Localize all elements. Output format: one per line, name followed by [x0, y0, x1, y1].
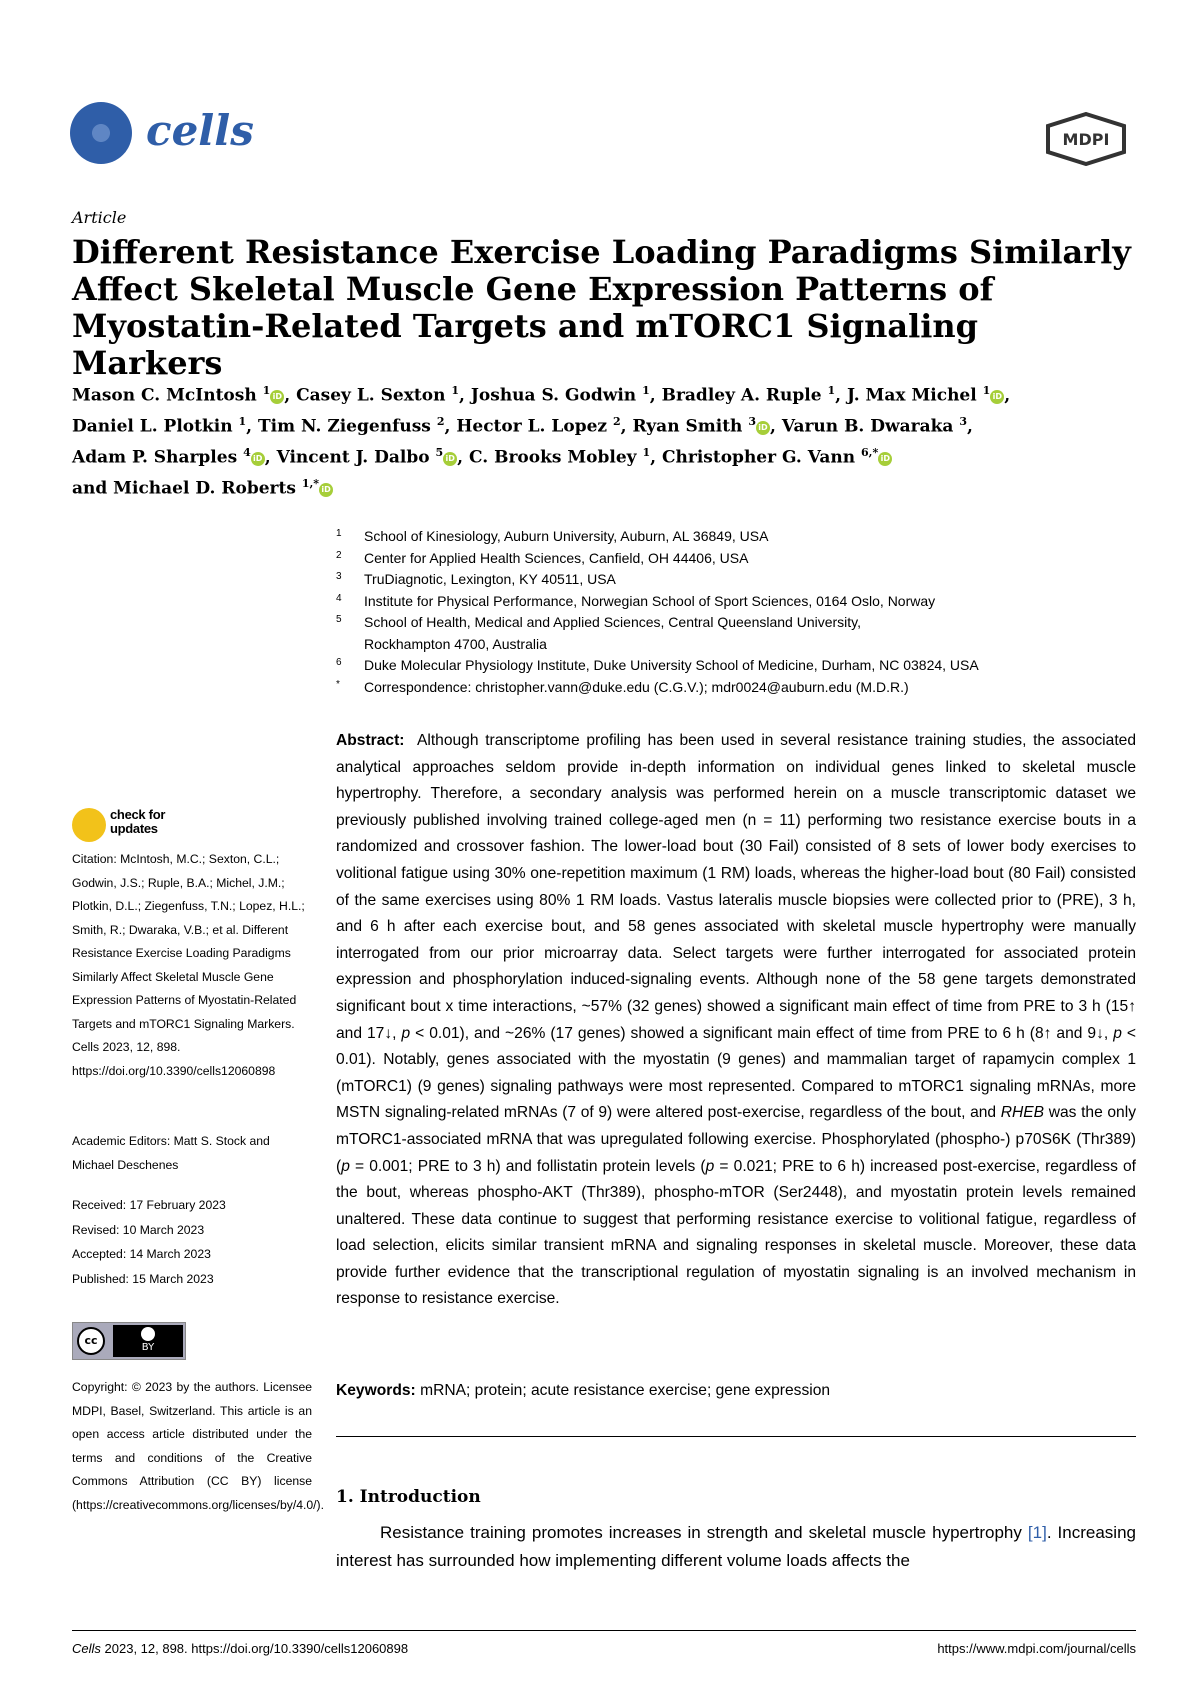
author: C. Brooks Mobley [469, 447, 637, 468]
keywords-label: Keywords: [336, 1382, 416, 1399]
divider [336, 1436, 1136, 1437]
check-for-updates-label: check for updates [110, 807, 166, 836]
journal-logo [70, 102, 132, 164]
author: Adam P. Sharples [72, 447, 238, 468]
affiliation-item: 6 Duke Molecular Physiology Institute, Duke University School of Medicine, Durham, NC 03824, USA [336, 657, 979, 673]
cc-by-license-badge[interactable] [72, 1322, 186, 1360]
abstract: Abstract: Although transcriptome profiling has been used in several resistance training studies, the associated analytical approaches seldom provide in-depth information on individual genes linked to skeletal muscle hypertrophy. Therefore, a secondary analysis was performed herein on a muscle transcriptomic dataset we previously published involving trained college-aged men (n = 11) performing two resistance exercise bouts in a randomized and crossover fashion. The lower-load bout (30 Fail) consisted of 8 sets of lower body exercises to volitional fatigue using 30% one-repetition maximum (1 RM) loads, whereas the higher-load bout (80 Fail) consisted of the same exercises using 80% 1 RM loads. Vastus lateralis muscle biopsies were collected prior to (PRE), 3 h, and 6 h after each exercise bout, and 58 genes associated with skeletal muscle hypertrophy were manually interrogated from our prior microarray data. Select targets were further interrogated for associated protein expression and phosphorylation induced-signaling events. Although none of the 58 gene targets demonstrated significant bout x time interactions, ~57% (32 genes) showed a significant main effect of time from PRE to 3 h (15↑ and 17↓, p < 0.01), and ~26% (17 genes) showed a significant main effect of time from PRE to 6 h (8↑ and 9↓, p < 0.01). Notably, genes associated with the myostatin (9 genes) and mammalian target of rapamycin complex 1 (mTORC1) (9 genes) signaling pathways were most represented. Compared to mTORC1 signaling mRNAs, more MSTN signaling-related mRNAs (7 of 9) were altered post-exercise, regardless of the bout, and RHEB was the only mTORC1-associated mRNA that was upregulated following exercise. Phosphorylated (phospho-) p70S6K (Thr389) (p = 0.001; PRE to 3 h) and follistatin protein levels (p = 0.021; PRE to 6 h) increased post-exercise, regardless of the bout, whereas phospho-AKT (Thr389), phospho-mTOR (Ser2448), and myostatin protein levels remained unaltered. These data continue to suggest that performing resistance exercise to volitional fatigue, regardless of load selection, elicits similar transient mRNA and signaling responses in skeletal muscle. Moreover, these data provide further evidence that the transcriptional regulation of myostatin signaling is an involved mechanism in response to resistance exercise. [336, 732, 1137, 1308]
copyright-notice: Copyright: © 2023 by the authors. Licensee MDPI, Basel, Switzerland. This article is an open access article distributed under the terms and conditions of the Creative Commons Attribution (CC BY) license (https://creativecommons.org/licenses/by/4.0/). [72, 1380, 324, 1512]
by-icon: BY [113, 1325, 183, 1357]
author: Joshua S. Godwin [470, 385, 637, 406]
accepted-date: Accepted: 14 March 2023 [72, 1247, 211, 1262]
reference-link[interactable]: [1] [1027, 1523, 1047, 1542]
affiliation-item: 5 School of Health, Medical and Applied Sciences, Central Queensland University, Rockhampton 4700, Australia [336, 614, 862, 652]
keywords: Keywords: mRNA; protein; acute resistance exercise; gene expression [336, 1382, 831, 1399]
author: Casey L. Sexton [296, 385, 446, 406]
author: J. Max Michel [847, 385, 977, 406]
section-heading: 1. Introduction [336, 1487, 481, 1507]
orcid-icon[interactable]: iD [270, 390, 284, 404]
dates [72, 1193, 312, 1291]
journal-name: cells [146, 106, 254, 155]
introduction-text: Resistance training promotes increases in strength and skeletal muscle hypertrophy [1]. Increasing interest has surrounded how implementing different volume loads affects the [336, 1523, 1136, 1570]
academic-editors: Academic Editors: Matt S. Stock and Michael Deschenes [72, 1134, 270, 1172]
orcid-icon[interactable]: iD [443, 452, 457, 466]
orcid-icon[interactable]: iD [756, 421, 770, 435]
author: Vincent J. Dalbo [276, 447, 430, 468]
orcid-icon[interactable]: iD [878, 452, 892, 466]
revised-date: Revised: 10 March 2023 [72, 1222, 205, 1237]
affiliation-item: 2 Center for Applied Health Sciences, Canfield, OH 44406, USA [336, 549, 749, 566]
correspondence[interactable]: * Correspondence: christopher.vann@duke.edu (C.G.V.); mdr0024@auburn.edu (M.D.R.) [336, 678, 909, 695]
affiliation-item: 3 TruDiagnotic, Lexington, KY 40511, USA [336, 571, 616, 587]
author: Christopher G. Vann [661, 447, 856, 468]
orcid-icon[interactable]: iD [319, 483, 333, 497]
journal-url[interactable]: https://www.mdpi.com/journal/cells [937, 1641, 1136, 1656]
check-icon [72, 808, 106, 842]
affiliation-item: 1 School of Kinesiology, Auburn University, Auburn, AL 36849, USA [336, 528, 769, 544]
footer-citation: Cells 2023, 12, 898. https://doi.org/10.3390/cells12060898 [72, 1641, 409, 1656]
citation: Citation: McIntosh, M.C.; Sexton, C.L.; Godwin, J.S.; Ruple, B.A.; Michel, J.M.; Plotkin, D.L.; Ziegenfuss, T.N.; Lopez, H.L.; Smith, R.; Dwaraka, V.B.; et al. Different Resistance Exercise Loading Paradigms Similarly Affect Skeletal Muscle Gene Expression Patterns of Myostatin-Related Targets and mTORC1 Signaling Markers. Cells 2023, 12, 898. https://doi.org/10.3390/cells12060898 [72, 852, 305, 1078]
received-date: Received: 17 February 2023 [72, 1198, 226, 1212]
affiliation-item: 4 Institute for Physical Performance, Norwegian School of Sport Sciences, 0164 Oslo, Norway [336, 592, 936, 609]
abstract-label: Abstract: [336, 732, 405, 749]
author: Daniel L. Plotkin [72, 416, 233, 437]
author: Bradley A. Ruple [661, 385, 822, 406]
check-for-updates-button[interactable] [72, 808, 192, 846]
footer-divider [72, 1630, 1136, 1631]
author: and Michael D. Roberts [72, 479, 296, 500]
publisher-name: MDPI [1062, 130, 1110, 149]
author: Tim N. Ziegenfuss [258, 416, 431, 437]
orcid-icon[interactable]: iD [251, 452, 265, 466]
paper-title: Different Resistance Exercise Loading Paradigms Similarly Affect Skeletal Muscle Gene Expression Patterns of Myostatin-Related Targets and mTORC1 Signaling Markers [72, 233, 1131, 382]
affiliations [336, 526, 1136, 698]
author-list: Mason C. McIntosh $^1$ iD , Casey L. Sexton $^1$, Joshua S. Godwin $^1$, Bradley A. Ruple $^1$, J. Max Michel $^1$ iD , Daniel L. Plotkin $^1$, Tim N. Ziegenfuss $^2$, Hector L. Lopez $^2$, Ryan Smith $^3$ iD , Varun B. Dwaraka $^3$, Adam P. Sharples $^4$ iD , Vincent J. Dalbo $^5$ iD , C. Brooks Mobley $^1$, Christopher G. Vann $^{6,*}$ iD and Michael D. Roberts $^{1,*}$ iD [72, 384, 1011, 500]
author: Mason C. McIntosh [72, 385, 257, 406]
author: Hector L. Lopez [456, 416, 608, 437]
author: Ryan Smith [632, 416, 743, 437]
author: Varun B. Dwaraka [781, 416, 954, 437]
publisher-logo [1045, 112, 1127, 166]
published-date: Published: 15 March 2023 [72, 1271, 214, 1286]
cc-icon: cc [77, 1327, 105, 1355]
article-type: Article [72, 208, 127, 227]
orcid-icon[interactable]: iD [990, 390, 1004, 404]
